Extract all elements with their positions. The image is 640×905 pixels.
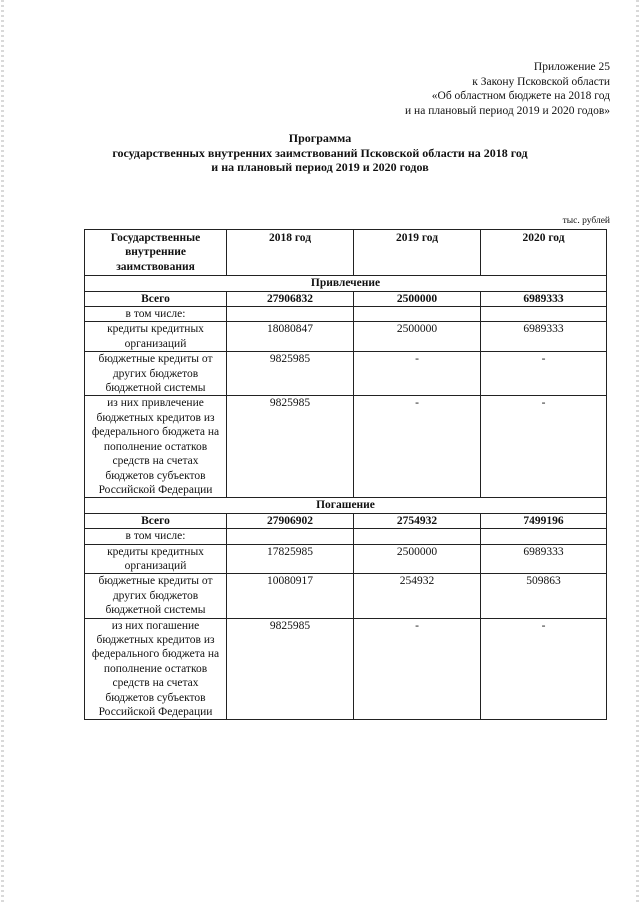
title-line-1: Программа xyxy=(288,131,352,145)
total-2020: 7499196 xyxy=(481,513,607,528)
total-2018: 27906832 xyxy=(227,291,354,306)
appendix-law-title: «Об областном бюджете на 2018 год xyxy=(431,90,610,102)
value-2019: - xyxy=(354,618,481,720)
total-2020: 6989333 xyxy=(481,291,607,306)
table-header-row xyxy=(85,230,607,276)
value-2018: 17825985 xyxy=(227,544,354,574)
subhead-row xyxy=(85,529,607,544)
table-row xyxy=(85,618,607,720)
appendix-law-period: и на плановый период 2019 и 2020 годов» xyxy=(405,104,610,117)
header-borrowings: Государственные внутренние заимствования xyxy=(85,230,227,276)
subhead-row xyxy=(85,307,607,322)
row-label: бюджетные кредиты от других бюджетов бюджетной системы xyxy=(85,352,227,396)
total-row xyxy=(85,513,607,528)
value-2019: 2500000 xyxy=(354,322,481,352)
value-2020: 509863 xyxy=(481,574,607,618)
total-2019: 2754932 xyxy=(354,513,481,528)
row-label: бюджетные кредиты от других бюджетов бюджетной системы xyxy=(85,574,227,618)
total-label: Всего xyxy=(85,291,227,306)
header-2018: 2018 год xyxy=(227,230,354,276)
units-label: тыс. рублей xyxy=(562,216,610,226)
appendix-law-ref: к Закону Псковской области xyxy=(472,75,610,88)
total-2018: 27906902 xyxy=(227,513,354,528)
row-label: кредиты кредитных организаций xyxy=(85,544,227,574)
title-line-2: государственных внутренних заимствований Псковской области на 2018 год xyxy=(112,145,528,160)
value-2018: 18080847 xyxy=(227,322,354,352)
value-2018: 9825985 xyxy=(227,396,354,498)
value-2018: 10080917 xyxy=(227,574,354,618)
row-label: кредиты кредитных организаций xyxy=(85,322,227,352)
total-2019: 2500000 xyxy=(354,291,481,306)
total-label: Всего xyxy=(85,513,227,528)
table-row xyxy=(85,574,607,618)
subhead-label: в том числе: xyxy=(85,529,227,544)
section-row-attraction xyxy=(85,276,607,291)
value-2020: - xyxy=(481,352,607,396)
appendix-number: Приложение 25 xyxy=(533,61,610,73)
table-row xyxy=(85,544,607,574)
row-label: из них погашение бюджетных кредитов из федерального бюджета на пополнение остатков средств на счетах бюджетов субъектов Российской Федерации xyxy=(85,618,227,720)
value-2019: 2500000 xyxy=(354,544,481,574)
row-label: из них привлечение бюджетных кредитов из федерального бюджета на пополнение остатков средств на счетах бюджетов субъектов Российской Федерации xyxy=(85,396,227,498)
value-2019: 254932 xyxy=(354,574,481,618)
table-row xyxy=(85,322,607,352)
header-2020: 2020 год xyxy=(481,230,607,276)
borrowing-table xyxy=(84,229,607,720)
value-2020: 6989333 xyxy=(481,544,607,574)
value-2018: 9825985 xyxy=(227,618,354,720)
appendix-header xyxy=(405,60,610,118)
section-title: Привлечение xyxy=(85,276,607,291)
section-title: Погашение xyxy=(85,498,607,513)
subhead-label: в том числе: xyxy=(85,307,227,322)
document-title xyxy=(0,131,640,175)
value-2019: - xyxy=(354,352,481,396)
header-2019: 2019 год xyxy=(354,230,481,276)
table-row xyxy=(85,352,607,396)
title-line-3: и на плановый период 2019 и 2020 годов xyxy=(211,160,429,174)
value-2020: - xyxy=(481,618,607,720)
section-row-repayment xyxy=(85,498,607,513)
table-row xyxy=(85,396,607,498)
value-2020: 6989333 xyxy=(481,322,607,352)
value-2019: - xyxy=(354,396,481,498)
value-2018: 9825985 xyxy=(227,352,354,396)
value-2020: - xyxy=(481,396,607,498)
total-row xyxy=(85,291,607,306)
